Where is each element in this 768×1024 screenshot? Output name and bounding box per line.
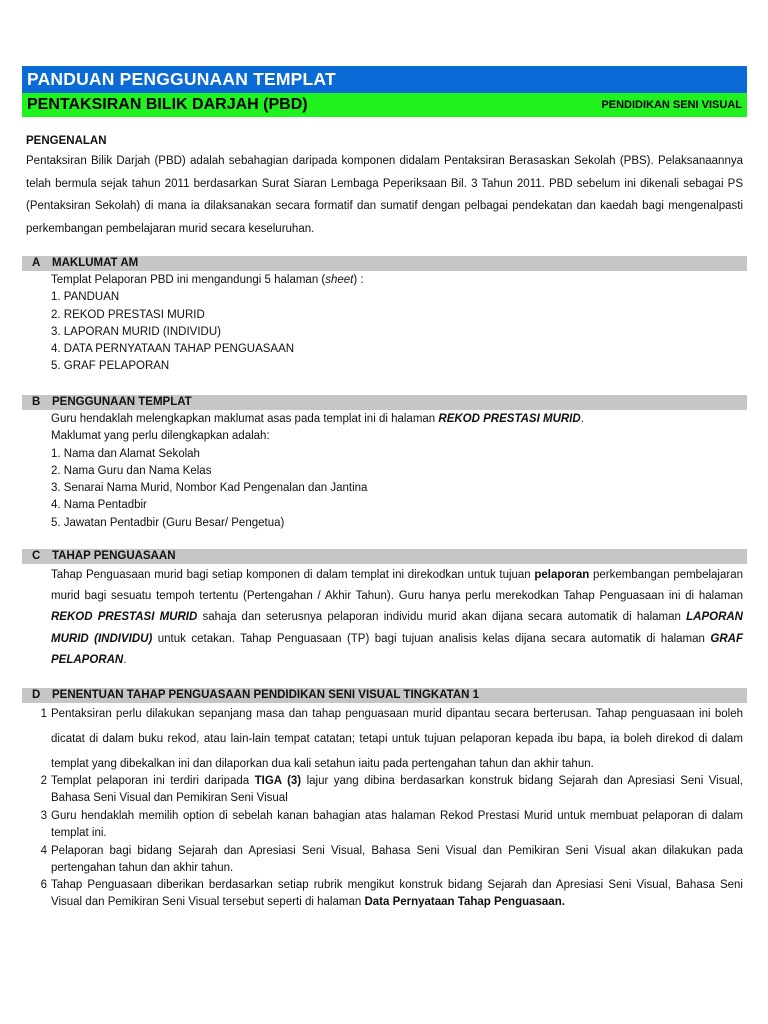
section-b-body [51, 411, 584, 532]
item-number: 4 [40, 845, 47, 857]
intro-text: Pentaksiran Bilik Darjah (PBD) adalah sebahagian daripada komponen didalam Pentaksiran Berasaskan Sekolah (PBS). Pelaksanaannya telah bermula sejak tahun 2011 berdasarkan Surat Siaran Lembaga Peperiksaan Bil. 3 Tahun 2011. PBD sebelum ini dikenali sebagai PS (Pentaksiran Sekolah) di mana ia dilaksanakan secara formatif dan sumatif dengan pelbagai pendekatan dan kaedah bagi mengenalpasti perkembangan pembelajaran murid secara keseluruhan. [26, 155, 743, 235]
section-a-header [22, 256, 747, 271]
section-c-header [22, 549, 747, 564]
title-bar [22, 66, 747, 93]
list-item: 3. LAPORAN MURID (INDIVIDU) [51, 325, 221, 338]
list-item: 2. REKOD PRESTASI MURID [51, 308, 205, 321]
section-b-line-1: Guru hendaklah melengkapkan maklumat asas pada templat ini di halaman REKOD PRESTASI MURID. [51, 413, 584, 425]
item-text: Pentaksiran perlu dilakukan sepanjang masa dan tahap penguasaan murid dipantau secara berterusan. Tahap penguasaan ini boleh dicatat di dalam buku rekod, atau lain-lain tempat catatan; tetapi untuk tujuan pelaporan kepada ibu bapa, ia boleh direkod di dalam templat yang dibekalkan ini dan dilaporkan dua kali setahun iaitu pada pertengahan tahun dan akhir tahun. [51, 708, 743, 770]
section-c-title: TAHAP PENGUASAAN [52, 550, 176, 562]
section-b-letter: B [32, 396, 41, 408]
page-subtitle: PENTAKSIRAN BILIK DARJAH (PBD) [27, 96, 308, 113]
intro-heading: PENGENALAN [26, 135, 107, 147]
list-item: 4. Nama Pentadbir [51, 499, 147, 512]
section-d-letter: D [32, 689, 41, 701]
document-header [22, 66, 747, 117]
subtitle-bar [22, 93, 747, 117]
page-title: PANDUAN PENGGUNAAN TEMPLAT [27, 69, 336, 89]
item-text: Tahap Penguasaan diberikan berdasarkan setiap rubrik mengikut konstruk bidang Sejarah dan Apresiasi Seni Visual, Bahasa Seni Visual dan Pemikiran Seni Visual tersebut seperti di halaman Data Pernyataan Tahap Penguasaan. [51, 879, 743, 908]
item-number: 6 [40, 879, 47, 891]
section-b-title: PENGGUNAAN TEMPLAT [52, 396, 192, 408]
list-item: 1. Nama dan Alamat Sekolah [51, 447, 200, 460]
list-item: 5. Jawatan Pentadbir (Guru Besar/ Pengetua) [51, 516, 285, 529]
section-a-intro: Templat Pelaporan PBD ini mengandungi 5 halaman (sheet) : [51, 274, 364, 286]
item-text: Pelaporan bagi bidang Sejarah dan Apresiasi Seni Visual, Bahasa Seni Visual dan Pemikiran Seni Visual akan dilakukan pada pertengahan tahun dan akhir tahun. [51, 845, 743, 874]
list-item: 3. Senarai Nama Murid, Nombor Kad Pengenalan dan Jantina [51, 482, 368, 495]
list-item: 2. Nama Guru dan Nama Kelas [51, 464, 212, 477]
section-d-header [22, 688, 747, 703]
section-a-title: MAKLUMAT AM [52, 257, 139, 269]
item-text: Guru hendaklah memilih option di sebelah kanan bahagian atas halaman Rekod Prestasi Murid untuk membuat pelaporan di dalam templat ini. [51, 810, 743, 839]
item-number: 3 [40, 810, 47, 822]
section-b-line-2: Maklumat yang perlu dilengkapkan adalah: [51, 430, 270, 443]
section-c-text: Tahap Penguasaan murid bagi setiap komponen di dalam templat ini direkodkan untuk tujuan pelaporan perkembangan pembelajaran murid bagi sesuatu tempoh tertentu (Pertengahan / Akhir Tahun). Guru hanya perlu merekodkan Tahap Penguasaan ini di halaman REKOD PRESTASI MURID sahaja dan seterusnya pelaporan individu murid akan dijana secara automatik di halaman LAPORAN MURID (INDIVIDU) untuk cetakan. Tahap Penguasaan (TP) bagi tujuan analisis kelas dijana secara automatik di halaman GRAF PELAPORAN. [51, 569, 743, 666]
item-number: 2 [40, 775, 47, 787]
section-b-header [22, 395, 747, 410]
subject-label: PENDIDIKAN SENI VISUAL [601, 99, 742, 111]
section-c-letter: C [32, 550, 41, 562]
section-a-letter: A [32, 257, 41, 269]
list-item: 1. PANDUAN [51, 291, 120, 304]
section-a-body [51, 272, 364, 376]
section-d-title: PENENTUAN TAHAP PENGUASAAN PENDIDIKAN SENI VISUAL TINGKATAN 1 [52, 689, 480, 701]
item-number: 1 [40, 708, 47, 720]
list-item: 4. DATA PERNYATAAN TAHAP PENGUASAAN [51, 343, 295, 356]
list-item: 5. GRAF PELAPORAN [51, 360, 170, 373]
item-text: Templat pelaporan ini terdiri daripada TIGA (3) lajur yang dibina berdasarkan konstruk bidang Sejarah dan Apresiasi Seni Visual, Bahasa Seni Visual dan Pemikiran Seni Visual [51, 775, 743, 804]
